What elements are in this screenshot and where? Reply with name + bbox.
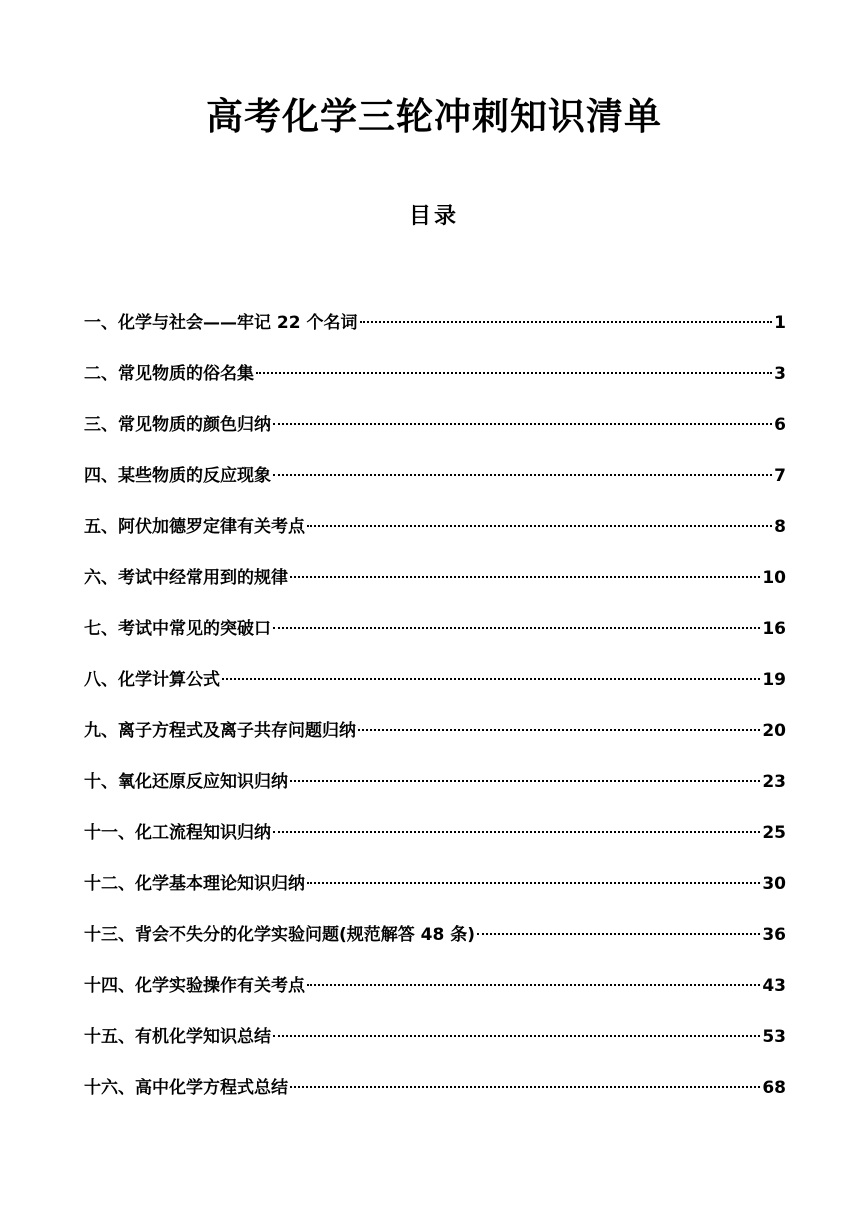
toc-entry-page: 23 <box>762 772 786 792</box>
toc-entry[interactable] <box>84 972 786 1023</box>
dot-leader <box>222 678 760 680</box>
toc-entry-page: 43 <box>762 976 786 996</box>
toc-entry[interactable] <box>84 462 786 513</box>
dot-leader <box>307 984 760 986</box>
toc-entry-label: 十五、有机化学知识总结 <box>84 1027 271 1047</box>
toc-entry-label: 十三、背会不失分的化学实验问题(规范解答 48 条) <box>84 925 476 945</box>
toc-entry-page: 19 <box>762 670 786 690</box>
table-of-contents <box>84 309 786 1125</box>
toc-entry-page: 36 <box>762 925 786 945</box>
toc-entry-page: 25 <box>762 823 786 843</box>
toc-entry[interactable] <box>84 513 786 564</box>
toc-entry-label: 五、阿伏加德罗定律有关考点 <box>84 517 305 537</box>
toc-entry[interactable] <box>84 768 786 819</box>
toc-entry-page: 6 <box>774 415 786 435</box>
toc-entry[interactable] <box>84 717 786 768</box>
dot-leader <box>273 831 760 833</box>
toc-entry-label: 三、常见物质的颜色归纳 <box>84 415 271 435</box>
toc-entry[interactable] <box>84 309 786 360</box>
toc-heading: 目录 <box>408 204 459 229</box>
toc-entry-page: 16 <box>762 619 786 639</box>
toc-entry-page: 20 <box>762 721 786 741</box>
dot-leader <box>358 729 760 731</box>
toc-entry[interactable] <box>84 564 786 615</box>
dot-leader <box>273 474 772 476</box>
toc-entry-label: 十一、化工流程知识归纳 <box>84 823 271 843</box>
dot-leader <box>273 1035 760 1037</box>
toc-entry-label: 四、某些物质的反应现象 <box>84 466 271 486</box>
toc-entry-label: 十二、化学基本理论知识归纳 <box>84 874 305 894</box>
toc-entry[interactable] <box>84 870 786 921</box>
toc-entry-label: 七、考试中常见的突破口 <box>84 619 271 639</box>
toc-entry-label: 二、常见物质的俗名集 <box>84 364 254 384</box>
toc-entry-label: 九、离子方程式及离子共存问题归纳 <box>84 721 356 741</box>
dot-leader <box>290 780 760 782</box>
toc-entry[interactable] <box>84 411 786 462</box>
toc-entry-page: 68 <box>762 1078 786 1098</box>
toc-entry[interactable] <box>84 921 786 972</box>
toc-entry-page: 7 <box>774 466 786 486</box>
dot-leader <box>290 1086 760 1088</box>
toc-entry-label: 八、化学计算公式 <box>84 670 220 690</box>
toc-entry-label: 十、氧化还原反应知识归纳 <box>84 772 288 792</box>
toc-entry-label: 十六、高中化学方程式总结 <box>84 1078 288 1098</box>
toc-entry-label: 一、化学与社会——牢记 22 个名词 <box>84 313 358 333</box>
toc-entry[interactable] <box>84 819 786 870</box>
toc-entry[interactable] <box>84 360 786 411</box>
dot-leader <box>477 933 760 935</box>
dot-leader <box>273 423 772 425</box>
toc-entry-page: 8 <box>774 517 786 537</box>
document-title: 高考化学三轮冲刺知识清单 <box>206 95 662 138</box>
dot-leader <box>307 882 760 884</box>
dot-leader <box>256 372 772 374</box>
dot-leader <box>273 627 760 629</box>
dot-leader <box>307 525 772 527</box>
toc-entry-page: 30 <box>762 874 786 894</box>
toc-entry-label: 十四、化学实验操作有关考点 <box>84 976 305 996</box>
toc-entry-label: 六、考试中经常用到的规律 <box>84 568 288 588</box>
toc-entry[interactable] <box>84 1023 786 1074</box>
toc-entry[interactable] <box>84 1074 786 1125</box>
toc-entry-page: 1 <box>774 313 786 333</box>
toc-entry[interactable] <box>84 666 786 717</box>
toc-entry-page: 10 <box>762 568 786 588</box>
dot-leader <box>360 321 773 323</box>
toc-entry-page: 3 <box>774 364 786 384</box>
toc-entry[interactable] <box>84 615 786 666</box>
dot-leader <box>290 576 760 578</box>
toc-entry-page: 53 <box>762 1027 786 1047</box>
